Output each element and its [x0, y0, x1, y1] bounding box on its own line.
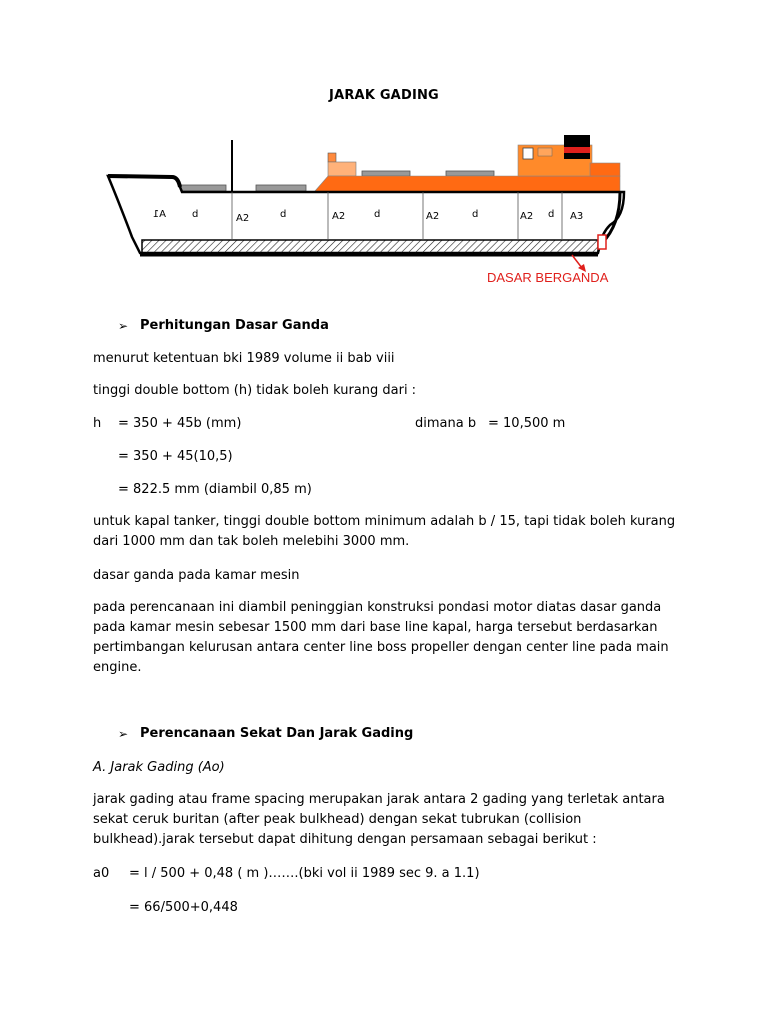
deck-hatch-1 — [178, 185, 226, 191]
h-label: h — [93, 416, 102, 431]
orange-deck-band — [315, 176, 620, 192]
paragraph: menurut ketentuan bki 1989 volume ii bab viii — [93, 351, 395, 366]
label-d4: d — [472, 209, 479, 220]
label-a2-1: A2 — [236, 213, 250, 224]
frame-spacing-paragraph: jarak gading atau frame spacing merupakan jarak antara 2 gading yang terletak antara sekat ceruk buritan (after peak bulkhead) dengan sekat tubrukan (collision bulkhead).jarak tersebut dapat dihitung dengan persamaan sebagai berikut : — [93, 792, 665, 847]
a0-formula-row — [93, 864, 683, 884]
label-a2-3: A2 — [426, 211, 440, 222]
arrow-bullet-icon: ➢ — [118, 726, 129, 741]
page-title: JARAK GADING — [329, 88, 439, 103]
paragraph: tinggi double bottom (h) tidak boleh kurang dari : — [93, 383, 417, 398]
label-a2-4: A2 — [520, 211, 534, 222]
arrow-bullet-icon: ➢ — [118, 318, 129, 333]
b-value: = 10,500 m — [488, 416, 566, 431]
label-d2: d — [280, 209, 287, 220]
h-formula-row — [93, 414, 683, 434]
bow-mast-box — [328, 153, 336, 162]
label-d5: d — [548, 209, 555, 220]
window — [523, 148, 533, 159]
label-d1: d — [192, 209, 199, 220]
label-a3: A3 — [570, 211, 584, 222]
section1-heading: ➢ Perhitungan Dasar Ganda — [118, 318, 329, 333]
fore-house — [328, 162, 356, 176]
label-d3: d — [374, 209, 381, 220]
engine-paragraph: pada perencanaan ini diambil peninggian konstruksi pondasi motor diatas dasar ganda pada kamar mesin sebesar 1500 mm dari base line kapal, harga tersebut berdasarkan pertimbangan kelurusan antara center line boss propeller dengan center line pada main engine. — [93, 600, 669, 675]
section2-heading: ➢ Perencanaan Sekat Dan Jarak Gading — [118, 726, 414, 741]
deck-hatch-2 — [256, 185, 306, 191]
label-a1: A1 — [152, 209, 166, 220]
double-bottom-label: DASAR BERGANDA — [487, 270, 609, 285]
a0-formula: = l / 500 + 0,48 ( m )…….(bki vol ii 1989 sec 9. a 1.1) — [129, 866, 480, 881]
funnel-band — [564, 147, 590, 153]
funnel — [564, 135, 590, 147]
a0-label: a0 — [93, 866, 110, 881]
dimana-label: dimana b — [415, 416, 477, 431]
engine-room-line: dasar ganda pada kamar mesin — [93, 568, 300, 583]
a0-calc: = 66/500+0,448 — [129, 900, 238, 915]
deck-hatch-3 — [362, 171, 410, 176]
double-bottom — [142, 240, 598, 253]
calc-line-1: = 350 + 45(10,5) — [118, 449, 233, 464]
bow-marker — [598, 235, 606, 249]
tanker-note: untuk kapal tanker, tinggi double bottom minimum adalah b / 15, tapi tidak boleh kurang dari 1000 mm dan tak boleh melebihi 3000 mm. — [93, 514, 676, 549]
calc-line-2: = 822.5 mm (diambil 0,85 m) — [118, 482, 312, 497]
label-a2-2: A2 — [332, 211, 346, 222]
h-formula: = 350 + 45b (mm) — [118, 416, 242, 431]
ship-diagram — [90, 125, 650, 295]
subheading-jarak-gading: A. Jarak Gading (Ao) — [93, 760, 225, 775]
deck-hatch-4 — [446, 171, 494, 176]
